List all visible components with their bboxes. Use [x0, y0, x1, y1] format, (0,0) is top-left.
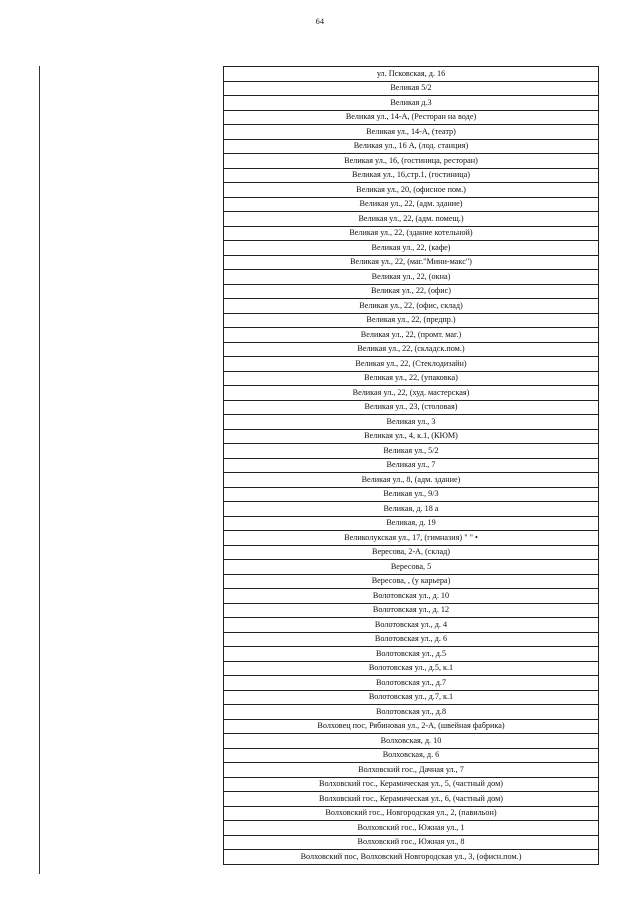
table-row — [224, 444, 599, 459]
address-cell: Великая ул., 22, (упаковка) — [224, 371, 599, 386]
address-cell: Великая, д. 18 а — [224, 502, 599, 517]
table-row — [224, 328, 599, 343]
table-row — [224, 734, 599, 749]
address-cell: Великолукская ул., 17, (гимназия) " " • — [224, 531, 599, 546]
table-row — [224, 357, 599, 372]
address-cell: Волховский гос., Керамическая ул., 5, (частный дом) — [224, 777, 599, 792]
address-cell: Великая ул., 16,стр.1, (гостиница) — [224, 168, 599, 183]
table-row — [224, 226, 599, 241]
table-row — [224, 241, 599, 256]
table-row — [224, 473, 599, 488]
address-cell: Великая ул., 14-А, (Ресторан на воде) — [224, 110, 599, 125]
table-row — [224, 255, 599, 270]
table-row — [224, 183, 599, 198]
table-row — [224, 400, 599, 415]
address-cell: ул. Псковская, д. 16 — [224, 67, 599, 82]
table-row — [224, 415, 599, 430]
table-row — [224, 792, 599, 807]
table-row — [224, 81, 599, 96]
address-cell: Великая ул., 22, (здание котельной) — [224, 226, 599, 241]
table-row — [224, 67, 599, 82]
table-row — [224, 110, 599, 125]
address-cell: Волховский гос., Керамическая ул., 6, (частный дом) — [224, 792, 599, 807]
table-row — [224, 632, 599, 647]
table-row — [224, 458, 599, 473]
address-cell: Великая ул., 22, (складск.пом.) — [224, 342, 599, 357]
table-row — [224, 850, 599, 865]
table-row — [224, 502, 599, 517]
address-cell: Волотовская ул., д.5, к.1 — [224, 661, 599, 676]
address-cell: Великая ул., 8, (адм. здание) — [224, 473, 599, 488]
table-row — [224, 763, 599, 778]
table-row — [224, 705, 599, 720]
table-row — [224, 270, 599, 285]
table-row — [224, 574, 599, 589]
address-cell: Волховский гос., Новгородская ул., 2, (павильон) — [224, 806, 599, 821]
table-row — [224, 531, 599, 546]
address-cell: Волотовская ул., д. 6 — [224, 632, 599, 647]
address-cell: Великая ул., 9/3 — [224, 487, 599, 502]
address-cell: Волотовская ул., д.7 — [224, 676, 599, 691]
table-row — [224, 516, 599, 531]
address-cell: Волховская, д. 10 — [224, 734, 599, 749]
address-cell: Великая ул., 16 А, (лод. станция) — [224, 139, 599, 154]
address-cell: Волотовская ул., д.5 — [224, 647, 599, 662]
table-row — [224, 806, 599, 821]
table-row — [224, 96, 599, 111]
address-cell: Волотовская ул., д. 12 — [224, 603, 599, 618]
address-cell: Волховский гос., Южная ул., 8 — [224, 835, 599, 850]
address-cell: Великая ул., 22, (худ. мастерская) — [224, 386, 599, 401]
table-row — [224, 284, 599, 299]
address-cell: Волотовская ул., д.8 — [224, 705, 599, 720]
table-row — [224, 139, 599, 154]
address-cell: Великая ул., 22, (маг."Мини-макс") — [224, 255, 599, 270]
table-row — [224, 386, 599, 401]
table-row — [224, 589, 599, 604]
address-cell: Великая ул., 4, к.1, (КЮМ) — [224, 429, 599, 444]
table-row — [224, 777, 599, 792]
address-cell: Волховец пос, Рябиновая ул., 2-А, (швейная фабрика) — [224, 719, 599, 734]
table-row — [224, 676, 599, 691]
address-cell: Вересова, , (у карьера) — [224, 574, 599, 589]
table-row — [224, 342, 599, 357]
address-cell: Вересова, 2-А, (склад) — [224, 545, 599, 560]
address-cell: Великая ул., 23, (столовая) — [224, 400, 599, 415]
address-cell: Великая, д. 19 — [224, 516, 599, 531]
table-row — [224, 821, 599, 836]
margin-line — [39, 66, 40, 874]
address-cell: Великая ул., 22, (адм. помещ.) — [224, 212, 599, 227]
table-row — [224, 168, 599, 183]
address-cell: Великая ул., 22, (офис) — [224, 284, 599, 299]
table-row — [224, 618, 599, 633]
address-cell: Великая ул., 14-А, (театр) — [224, 125, 599, 140]
table-row — [224, 299, 599, 314]
address-table — [223, 66, 599, 865]
address-cell: Великая ул., 22, (Стеклодизайн) — [224, 357, 599, 372]
address-cell: Волотовская ул., д. 10 — [224, 589, 599, 604]
table-row — [224, 748, 599, 763]
table-row — [224, 545, 599, 560]
address-cell: Волховский пос, Волховский Новгородская ул., 3, (офисн.пом.) — [224, 850, 599, 865]
table-row — [224, 719, 599, 734]
address-cell: Вересова, 5 — [224, 560, 599, 575]
page-number: 64 — [315, 17, 325, 26]
address-cell: Великая 5/2 — [224, 81, 599, 96]
address-cell: Великая ул., 22, (промт. маг.) — [224, 328, 599, 343]
address-cell: Великая ул., 5/2 — [224, 444, 599, 459]
table-row — [224, 371, 599, 386]
table-row — [224, 212, 599, 227]
address-cell: Великая д.3 — [224, 96, 599, 111]
table-row — [224, 647, 599, 662]
address-cell: Великая ул., 20, (офисное пом.) — [224, 183, 599, 198]
table-row — [224, 835, 599, 850]
table-row — [224, 197, 599, 212]
table-row — [224, 125, 599, 140]
table-row — [224, 603, 599, 618]
table-row — [224, 487, 599, 502]
address-cell: Волховский гос., Дачная ул., 7 — [224, 763, 599, 778]
table-row — [224, 661, 599, 676]
address-cell: Великая ул., 7 — [224, 458, 599, 473]
address-cell: Великая ул., 3 — [224, 415, 599, 430]
address-cell: Волотовская ул., д. 4 — [224, 618, 599, 633]
address-cell: Волховская, д. 6 — [224, 748, 599, 763]
address-cell: Великая ул., 22, (окна) — [224, 270, 599, 285]
address-cell: Великая ул., 22, (офис, склад) — [224, 299, 599, 314]
table-row — [224, 154, 599, 169]
address-cell: Великая ул., 22, (предпр.) — [224, 313, 599, 328]
address-cell: Великая ул., 22, (кафе) — [224, 241, 599, 256]
table-row — [224, 690, 599, 705]
table-row — [224, 313, 599, 328]
address-cell: Великая ул., 16, (гостиница, ресторан) — [224, 154, 599, 169]
address-cell: Волховский гос., Южная ул., 1 — [224, 821, 599, 836]
table-row — [224, 560, 599, 575]
address-cell: Волотовская ул., д.7, к.1 — [224, 690, 599, 705]
table-row — [224, 429, 599, 444]
address-cell: Великая ул., 22, (адм. здание) — [224, 197, 599, 212]
